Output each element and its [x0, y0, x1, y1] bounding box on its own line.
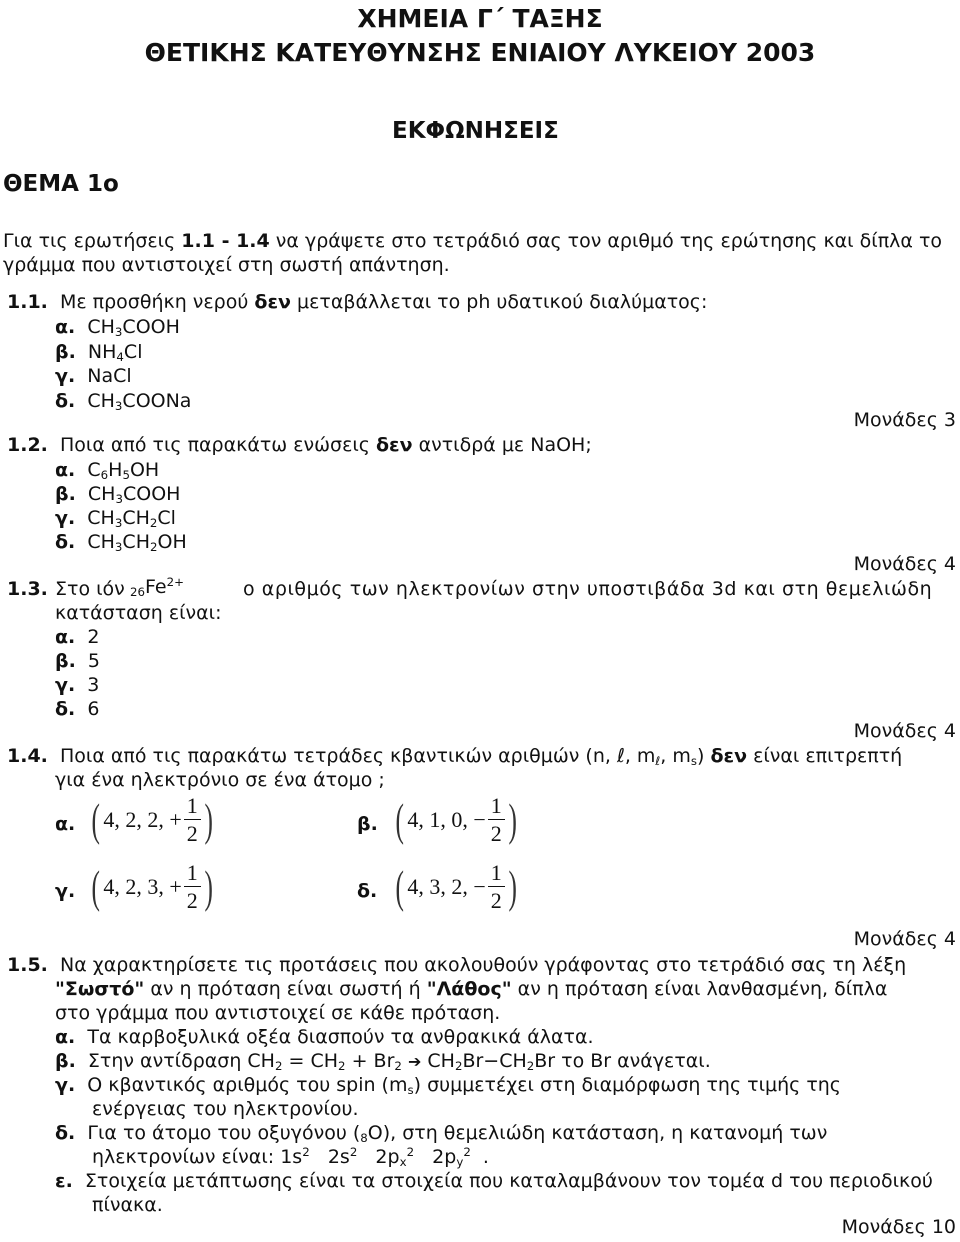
option-1-1-a: α. $CH_3COOH$: [55, 316, 180, 339]
intro-line-1: Για τις ερωτήσεις 1.1 - 1.4 να γράψετε στο τετράδιό σας τον αριθμό της ερώτησης και δίπλα το: [3, 230, 943, 252]
section-heading: ΕΚΦΩΝΗΣΕΙΣ: [392, 118, 559, 144]
option-1-1-b: β. $NH_4Cl$: [55, 341, 143, 364]
option-1-3-b: β. 5: [55, 650, 101, 672]
marks-1-2: Μονάδες 4: [853, 553, 956, 575]
marks-1-3: Μονάδες 4: [853, 720, 956, 742]
option-1-3-c: γ. 3: [55, 674, 100, 696]
option-1-3-d: δ. 6: [55, 698, 100, 720]
option-1-2-a: α. $C_6H_5OH$: [55, 459, 160, 482]
question-1-3-intro: Στο ιόν: [55, 578, 125, 600]
statement-1-5-d-line2: ηλεκτρονίων είναι: $1s^2$ $2s^2$ $2p_x^2$ $2p_y^2$ .: [92, 1144, 489, 1169]
option-1-4-b-tuple: ( 4, 1, 0, − $\frac{1}{2}$ ): [395, 793, 517, 846]
option-1-4-a-letter: α.: [55, 813, 76, 835]
option-1-4-d-letter: δ.: [357, 880, 378, 902]
question-1-3-num: 1.3.: [7, 578, 48, 600]
question-1-3-line2: κατάσταση είναι:: [55, 602, 222, 624]
question-1-4: 1.4. Ποια από τις παρακάτω τετράδες κβαντικών αριθμών (n, ℓ, $m_\ell$, $m_s$) δεν είναι επιτρεπτή: [7, 745, 903, 768]
option-1-4-c-letter: γ.: [55, 880, 76, 902]
statement-1-5-d: δ. Για το άτομο του οξυγόνου $(_8O)$, στη θεμελιώδη κατάσταση, η κατανομή των: [55, 1122, 828, 1145]
marks-1-5: Μονάδες 10: [841, 1216, 956, 1238]
option-1-4-b-letter: β.: [357, 813, 378, 835]
option-1-4-a-tuple: ( 4, 2, 2, + $\frac{1}{2}$ ): [91, 793, 213, 846]
marks-1-1: Μονάδες 3: [853, 409, 956, 431]
statement-1-5-b: β. Στην αντίδραση $CH_2 = CH_2 + Br_2$ ➔ $CH_2Br-CH_2Br$ το Br ανάγεται.: [55, 1050, 711, 1073]
option-1-2-b: β. $CH_3COOH$: [55, 483, 181, 506]
option-1-4-c-tuple: ( 4, 2, 3, + $\frac{1}{2}$ ): [91, 860, 213, 913]
question-1-5-line3: στο γράμμα που αντιστοιχεί σε κάθε πρόταση.: [55, 1002, 501, 1024]
marks-1-4: Μονάδες 4: [853, 928, 956, 950]
intro-line-2: γράμμα που αντιστοιχεί στη σωστή απάντηση.: [3, 254, 450, 276]
statement-1-5-a: α. Τα καρβοξυλικά οξέα διασπούν τα ανθρακικά άλατα.: [55, 1026, 594, 1048]
statement-1-5-c: γ. Ο κβαντικός αριθμός του spin $(m_s)$ συμμετέχει στη διαμόρφωση της τιμής της: [55, 1074, 841, 1097]
ion-symbol: $_{26}Fe^{2+}$: [130, 574, 184, 599]
question-1-2: 1.2. Ποια από τις παρακάτω ενώσεις δεν αντιδρά με NaOH;: [7, 434, 592, 456]
statement-1-5-e: ε. Στοιχεία μετάπτωσης είναι τα στοιχεία που καταλαμβάνουν τον τομέα d του περιοδικού: [55, 1170, 933, 1192]
statement-1-5-e-line2: πίνακα.: [92, 1194, 163, 1216]
question-1-3-text: ο αριθμός των ηλεκτρονίων στην υποστιβάδα 3d και στη θεμελιώδη: [243, 578, 933, 600]
option-1-2-c: γ. $CH_3CH_2Cl$: [55, 507, 176, 530]
theme-title: ΘΕΜΑ 1ο: [3, 171, 119, 197]
question-1-4-line2: για ένα ηλεκτρόνιο σε ένα άτομο ;: [55, 769, 385, 791]
option-1-1-d: δ. $CH_3COONa$: [55, 390, 192, 413]
statement-1-5-c-line2: ενέργειας του ηλεκτρονίου.: [92, 1098, 359, 1120]
question-1-5: 1.5. Να χαρακτηρίσετε τις προτάσεις που ακολουθούν γράφοντας στο τετράδιό σας τη λέξη: [7, 954, 907, 976]
question-1-5-line2: "Σωστό" αν η πρόταση είναι σωστή ή "Λάθος" αν η πρόταση είναι λανθασμένη, δίπλα: [55, 978, 888, 1000]
question-1-1: 1.1. Με προσθήκη νερού δεν μεταβάλλεται το ph υδατικού διαλύματος:: [7, 291, 708, 313]
option-1-1-c: γ. NaCl: [55, 365, 132, 387]
option-1-3-a: α. 2: [55, 626, 100, 648]
option-1-2-d: δ. $CH_3CH_2OH$: [55, 531, 187, 554]
option-1-4-d-tuple: ( 4, 3, 2, − $\frac{1}{2}$ ): [395, 860, 517, 913]
exam-title: ΧΗΜΕΙΑ Γ΄ ΤΑΞΗΣ: [357, 4, 603, 33]
exam-subtitle: ΘΕΤΙΚΗΣ ΚΑΤΕΥΘΥΝΣΗΣ ΕΝΙΑΙΟΥ ΛΥΚΕΙΟΥ 2003: [144, 38, 816, 67]
